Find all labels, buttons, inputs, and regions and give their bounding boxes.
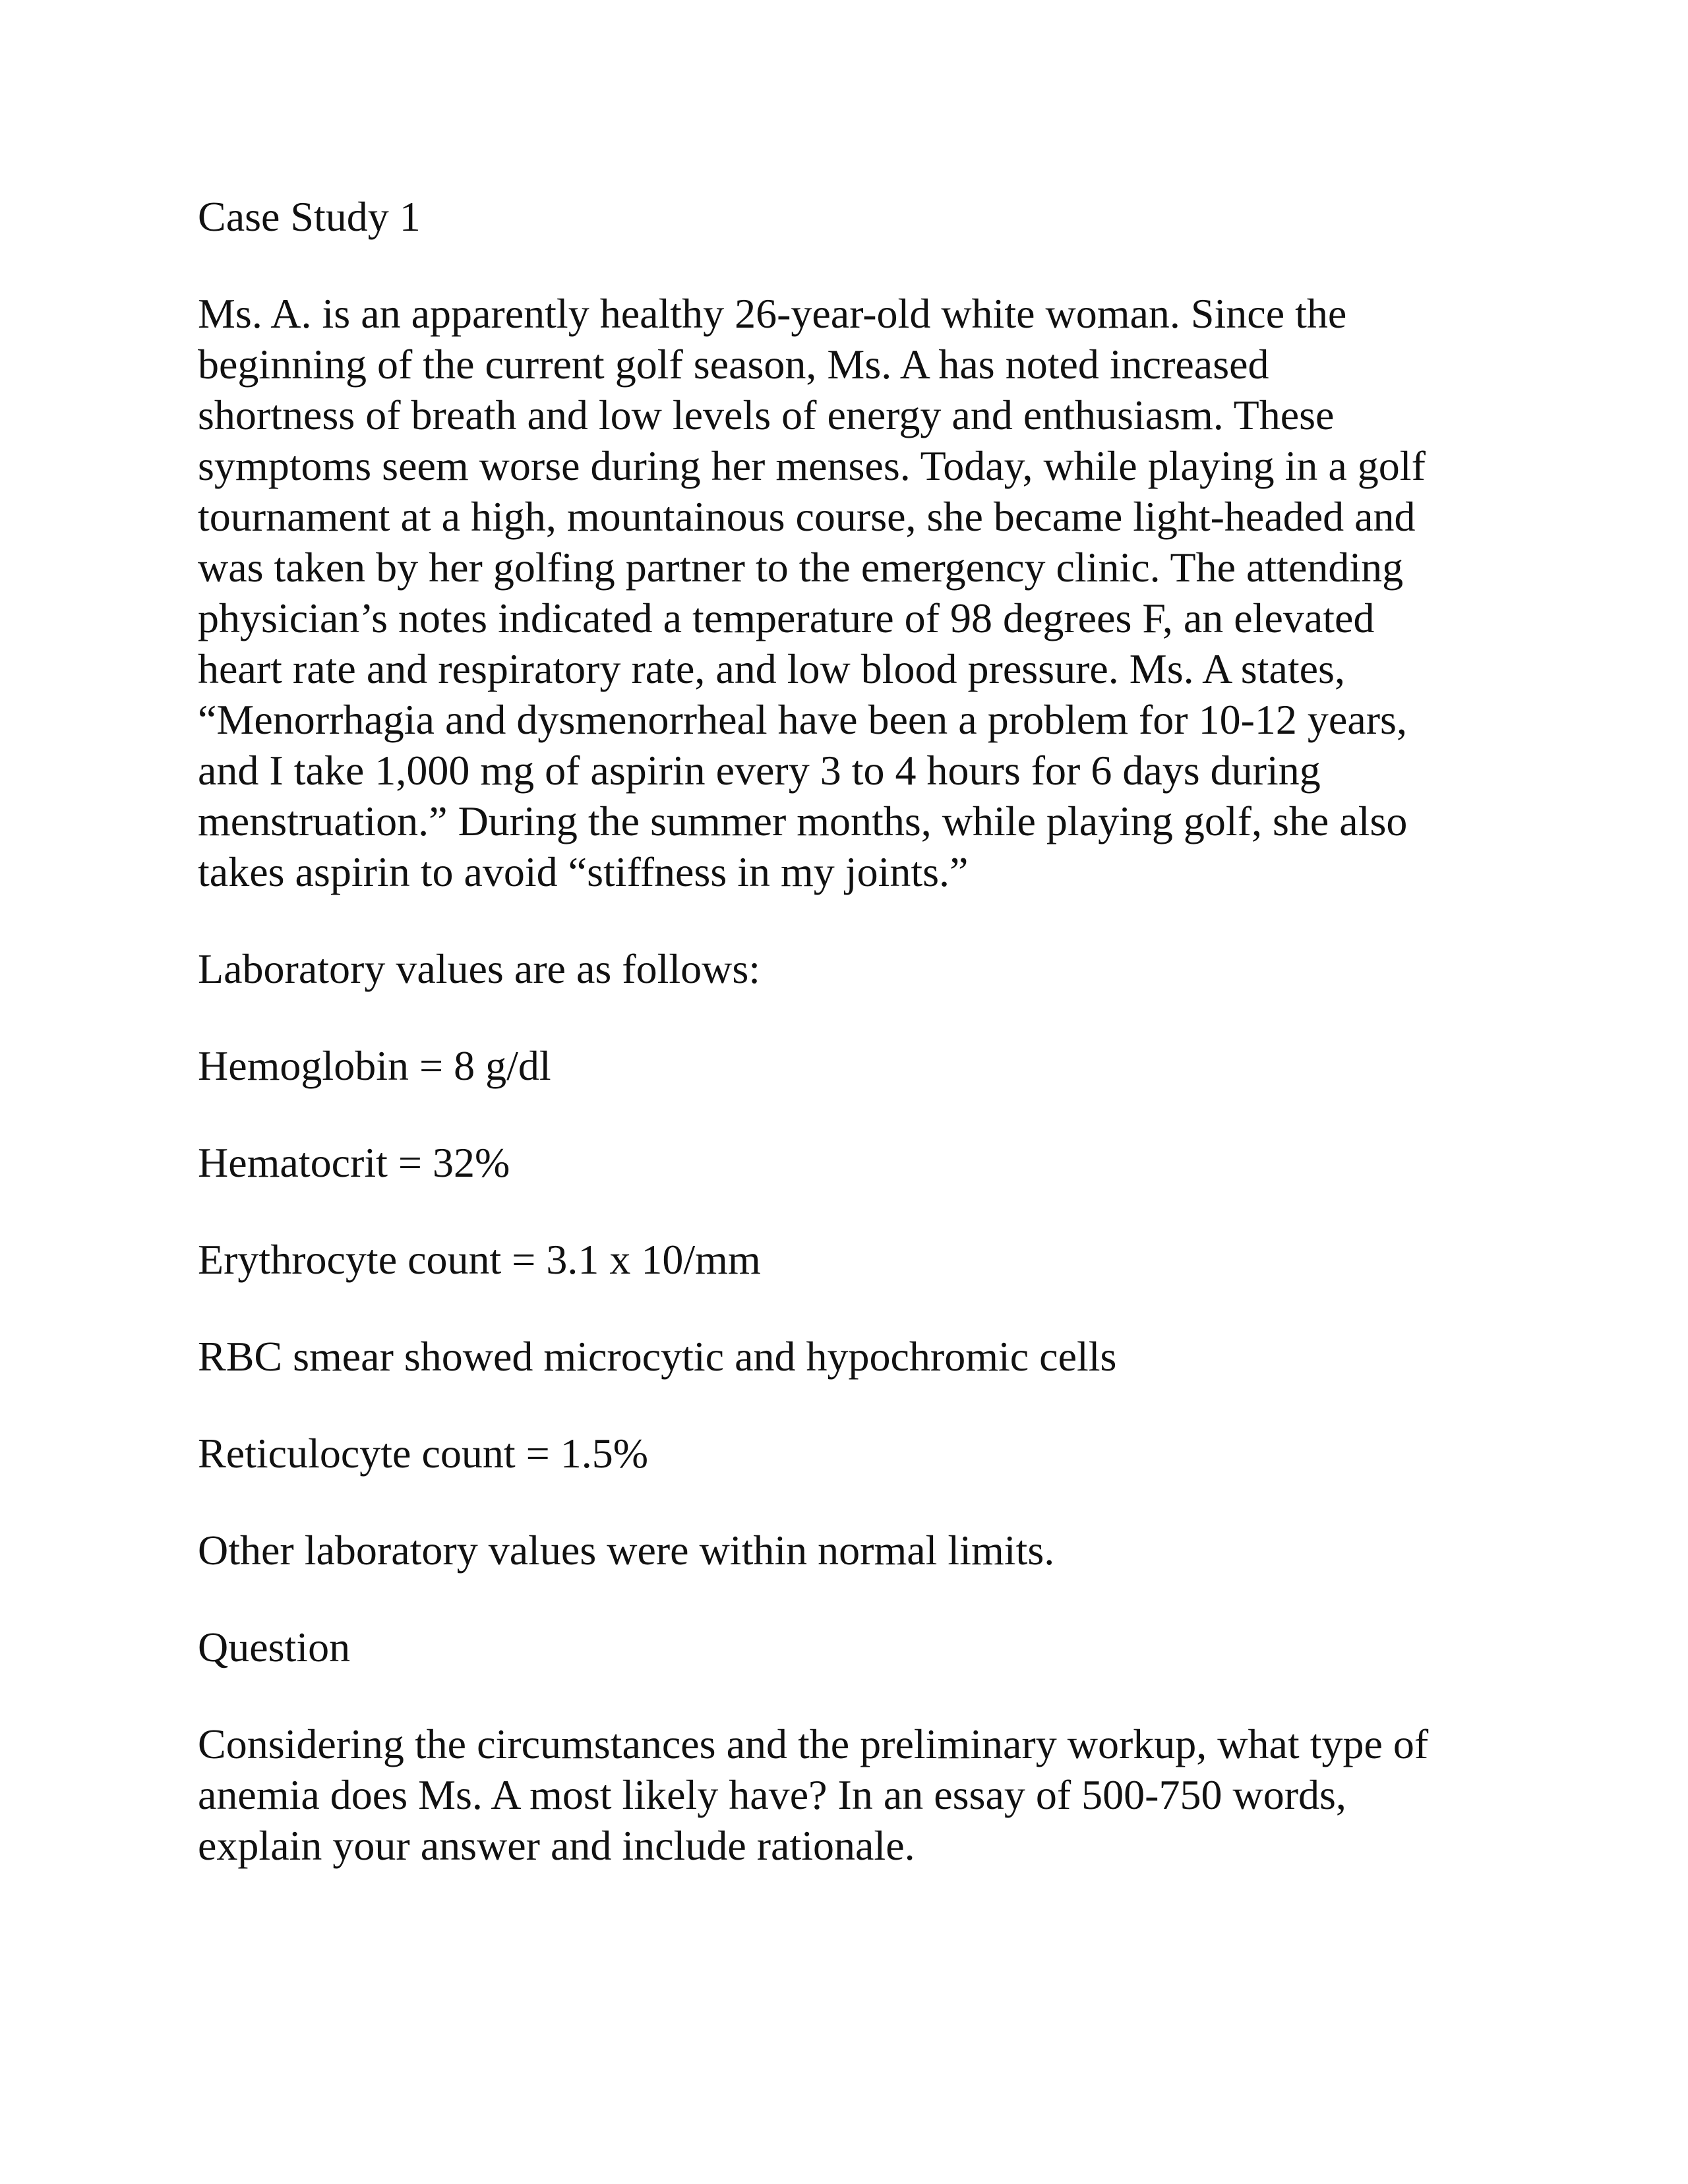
paragraph-line: physician’s notes indicated a temperature of 98 degrees F, an elevated [198, 595, 1375, 641]
paragraph-line: menstruation.” During the summer months, while playing golf, she also [198, 798, 1408, 844]
question-heading: Question [198, 1624, 351, 1670]
paragraph-line: heart rate and respiratory rate, and low blood pressure. Ms. A states, [198, 645, 1345, 692]
paragraph-line: shortness of breath and low levels of energy and enthusiasm. These [198, 392, 1335, 438]
lab-hematocrit: Hematocrit = 32% [198, 1139, 510, 1186]
question-line: anemia does Ms. A most likely have? In an essay of 500-750 words, [198, 1771, 1346, 1818]
paragraph-line: “Menorrhagia and dysmenorrheal have been a problem for 10-12 years, [198, 696, 1407, 743]
case-description-paragraph [198, 288, 1517, 897]
question-line: Considering the circumstances and the preliminary workup, what type of [198, 1721, 1429, 1767]
paragraph-line: tournament at a high, mountainous course, she became light-headed and [198, 493, 1416, 540]
lab-intro: Laboratory values are as follows: [198, 945, 761, 992]
lab-erythrocyte-count: Erythrocyte count = 3.1 x 10/mm [198, 1236, 761, 1283]
lab-hemoglobin: Hemoglobin = 8 g/dl [198, 1042, 551, 1089]
paragraph-line: beginning of the current golf season, Ms. A has noted increased [198, 341, 1269, 388]
paragraph-line: was taken by her golfing partner to the emergency clinic. The attending [198, 544, 1404, 591]
document-body [198, 191, 1517, 1917]
lab-rbc-smear: RBC smear showed microcytic and hypochromic cells [198, 1333, 1117, 1380]
paragraph-line: and I take 1,000 mg of aspirin every 3 to 4 hours for 6 days during [198, 747, 1321, 794]
question-line: explain your answer and include rationale. [198, 1822, 915, 1869]
lab-other-values: Other laboratory values were within normal limits. [198, 1527, 1055, 1574]
case-study-title: Case Study 1 [198, 193, 421, 240]
paragraph-line: takes aspirin to avoid “stiffness in my joints.” [198, 848, 969, 895]
paragraph-line: Ms. A. is an apparently healthy 26-year-old white woman. Since the [198, 290, 1347, 337]
lab-reticulocyte-count: Reticulocyte count = 1.5% [198, 1430, 649, 1477]
question-paragraph [198, 1719, 1517, 1871]
paragraph-line: symptoms seem worse during her menses. Today, while playing in a golf [198, 442, 1426, 489]
